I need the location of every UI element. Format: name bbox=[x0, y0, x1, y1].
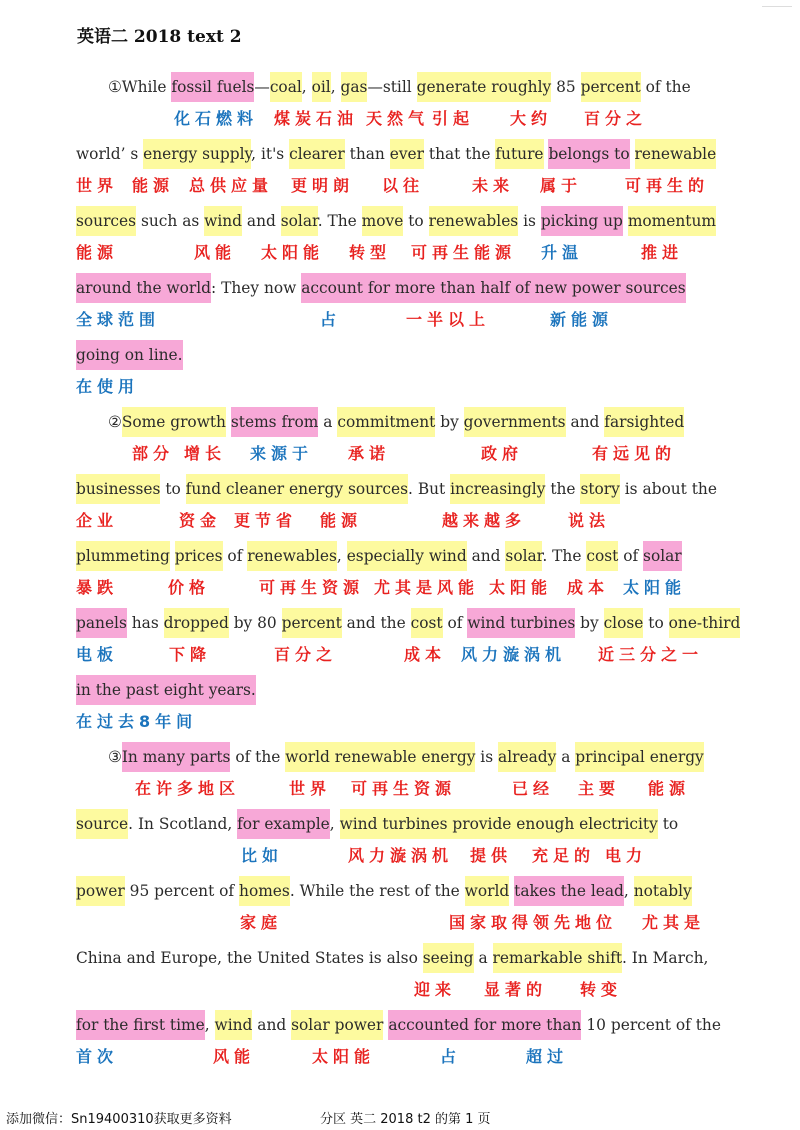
chinese-gloss-line bbox=[76, 510, 734, 532]
chinese-gloss: 太阳能 bbox=[623, 578, 687, 597]
chinese-gloss: 成本 bbox=[567, 578, 610, 597]
highlighted-phrase: accounted for more than bbox=[388, 1016, 582, 1034]
chinese-gloss: 更节省 bbox=[234, 511, 298, 530]
text-segment: , bbox=[330, 78, 341, 96]
text-segment: . While the rest of the bbox=[289, 882, 465, 900]
chinese-gloss: 显著的 bbox=[484, 980, 548, 999]
chinese-gloss: 属于 bbox=[540, 176, 583, 195]
chinese-gloss: 电板 bbox=[76, 645, 119, 664]
highlighted-phrase: wind turbines provide enough electricity bbox=[339, 815, 658, 833]
text-segment: 95 percent of bbox=[124, 882, 240, 900]
text-segment: ② bbox=[108, 413, 122, 431]
highlighted-phrase: solar bbox=[505, 547, 543, 565]
chinese-gloss: 以往 bbox=[382, 176, 425, 195]
chinese-gloss: 电力 bbox=[605, 846, 648, 865]
highlighted-phrase: cost bbox=[586, 547, 619, 565]
corner-mark bbox=[762, 6, 792, 17]
highlighted-phrase: cost bbox=[410, 614, 443, 632]
highlighted-phrase: close bbox=[603, 614, 644, 632]
chinese-gloss: 化石燃料 bbox=[174, 109, 259, 128]
chinese-gloss: 转变 bbox=[580, 980, 623, 999]
highlighted-phrase: wind turbines bbox=[467, 614, 576, 632]
chinese-gloss: 大约 bbox=[510, 109, 553, 128]
chinese-gloss-line bbox=[76, 309, 734, 331]
chinese-gloss: 一半以上 bbox=[406, 310, 491, 329]
highlighted-phrase: renewable bbox=[634, 145, 717, 163]
chinese-gloss: 石油 bbox=[316, 109, 359, 128]
text-segment: . The bbox=[317, 212, 362, 230]
english-line bbox=[76, 139, 734, 169]
text-segment: 10 percent of the bbox=[581, 1016, 721, 1034]
chinese-gloss: 首次 bbox=[76, 1047, 119, 1066]
highlighted-phrase: seeing bbox=[422, 949, 474, 967]
english-line bbox=[76, 273, 734, 303]
chinese-gloss-line bbox=[76, 1046, 734, 1068]
chinese-gloss: 承诺 bbox=[348, 444, 391, 463]
chinese-gloss: 迎来 bbox=[414, 980, 457, 999]
highlighted-phrase: for example bbox=[237, 815, 330, 833]
highlighted-phrase: around the world bbox=[76, 279, 212, 297]
chinese-gloss: 尤其是 bbox=[642, 913, 706, 932]
chinese-gloss-line bbox=[76, 443, 734, 465]
chinese-gloss: 政府 bbox=[481, 444, 524, 463]
chinese-gloss: 未来 bbox=[472, 176, 515, 195]
chinese-gloss: 可再生的 bbox=[625, 176, 710, 195]
text-segment: of bbox=[442, 614, 468, 632]
text-segment: 85 bbox=[551, 78, 581, 96]
chinese-gloss: 天然气 bbox=[366, 109, 430, 128]
text-segment: of the bbox=[640, 78, 691, 96]
highlighted-phrase: already bbox=[498, 748, 557, 766]
chinese-gloss: 能源 bbox=[648, 779, 691, 798]
text-segment: of the bbox=[230, 748, 286, 766]
highlighted-phrase: going on line. bbox=[76, 346, 183, 364]
highlighted-phrase: panels bbox=[76, 614, 127, 632]
chinese-gloss: 说法 bbox=[568, 511, 611, 530]
text-segment: than bbox=[344, 145, 390, 163]
text-segment: —still bbox=[367, 78, 417, 96]
highlighted-phrase: farsighted bbox=[604, 413, 685, 431]
chinese-gloss: 有远见的 bbox=[592, 444, 677, 463]
highlighted-phrase: wind bbox=[204, 212, 243, 230]
highlighted-phrase: generate roughly bbox=[416, 78, 552, 96]
chinese-gloss: 煤炭 bbox=[274, 109, 317, 128]
text-segment: . In Scotland, bbox=[128, 815, 238, 833]
chinese-gloss: 部分 bbox=[132, 444, 175, 463]
highlighted-phrase: momentum bbox=[627, 212, 716, 230]
chinese-gloss-line bbox=[76, 845, 734, 867]
chinese-gloss: 引起 bbox=[432, 109, 475, 128]
text-segment: and bbox=[466, 547, 506, 565]
chinese-gloss: 近三分之一 bbox=[598, 645, 704, 664]
text-segment: a bbox=[556, 748, 576, 766]
english-line bbox=[76, 407, 734, 437]
chinese-gloss: 在使用 bbox=[76, 377, 140, 396]
text-segment: such as bbox=[136, 212, 205, 230]
chinese-gloss: 主要 bbox=[578, 779, 621, 798]
text-segment: . The bbox=[542, 547, 587, 565]
footer-page-label: 分区 英二 2018 t2 的第 1 页 bbox=[320, 1112, 491, 1127]
chinese-gloss: 比如 bbox=[241, 846, 284, 865]
chinese-gloss: 太阳能 bbox=[261, 243, 325, 262]
chinese-gloss-line bbox=[76, 711, 734, 733]
text-segment: by bbox=[575, 614, 604, 632]
text-segment: , bbox=[301, 78, 312, 96]
highlighted-phrase: in the past eight years. bbox=[76, 681, 256, 699]
highlighted-phrase: Some growth bbox=[121, 413, 226, 431]
chinese-gloss: 新能源 bbox=[550, 310, 614, 329]
highlighted-phrase: percent bbox=[281, 614, 342, 632]
text-segment: is bbox=[518, 212, 541, 230]
text-segment: is bbox=[475, 748, 499, 766]
chinese-gloss: 能源 bbox=[132, 176, 175, 195]
text-segment: to bbox=[403, 212, 429, 230]
highlighted-phrase: story bbox=[580, 480, 620, 498]
chinese-gloss: 成本 bbox=[404, 645, 447, 664]
highlighted-phrase: prices bbox=[174, 547, 223, 565]
text-segment: ’ s bbox=[120, 145, 144, 163]
highlighted-phrase: for the first time bbox=[76, 1016, 205, 1034]
highlighted-phrase: solar bbox=[280, 212, 318, 230]
text-segment: by bbox=[435, 413, 464, 431]
highlighted-phrase: world renewable energy bbox=[285, 748, 476, 766]
highlighted-phrase: businesses bbox=[76, 480, 161, 498]
english-line bbox=[76, 876, 734, 906]
text-segment: a bbox=[318, 413, 338, 431]
chinese-gloss-line bbox=[76, 979, 734, 1001]
highlighted-phrase: sources bbox=[76, 212, 137, 230]
text-segment: has bbox=[126, 614, 164, 632]
highlighted-phrase: principal energy bbox=[575, 748, 704, 766]
chinese-gloss: 在许多地区 bbox=[135, 779, 241, 798]
english-line bbox=[76, 943, 734, 973]
chinese-gloss: 可再生能源 bbox=[411, 243, 517, 262]
highlighted-phrase: coal bbox=[269, 78, 302, 96]
text-segment: and bbox=[565, 413, 605, 431]
highlighted-phrase: future bbox=[495, 145, 544, 163]
chinese-gloss: 尤其是风能 bbox=[374, 578, 480, 597]
english-line bbox=[76, 608, 741, 638]
highlighted-phrase: renewables bbox=[428, 212, 519, 230]
chinese-gloss: 总供应量 bbox=[189, 176, 274, 195]
chinese-gloss: 来源于 bbox=[250, 444, 314, 463]
highlighted-phrase: ever bbox=[389, 145, 425, 163]
chinese-gloss: 暴跌 bbox=[76, 578, 119, 597]
chinese-gloss: 下降 bbox=[169, 645, 212, 664]
chinese-gloss-line bbox=[76, 778, 734, 800]
english-line bbox=[76, 474, 734, 504]
text-segment: to bbox=[160, 480, 186, 498]
footer-contact: 添加微信：Sn19400310获取更多资料 bbox=[6, 1112, 232, 1127]
chinese-gloss: 已经 bbox=[512, 779, 555, 798]
chinese-gloss-line bbox=[76, 644, 734, 666]
highlighted-phrase: source bbox=[76, 815, 129, 833]
chinese-gloss: 在过去8年间 bbox=[76, 712, 198, 731]
english-line bbox=[76, 340, 734, 370]
text-segment: the bbox=[545, 480, 581, 498]
chinese-gloss: 世界 bbox=[76, 176, 119, 195]
text-segment: of bbox=[618, 547, 644, 565]
text-segment: . But bbox=[408, 480, 451, 498]
chinese-gloss: 家庭 bbox=[240, 913, 283, 932]
english-line bbox=[76, 72, 734, 102]
highlighted-phrase: increasingly bbox=[450, 480, 546, 498]
text-segment: , bbox=[329, 815, 340, 833]
chinese-gloss: 世界 bbox=[289, 779, 332, 798]
text-segment: and bbox=[242, 212, 281, 230]
chinese-gloss: 可再生资源 bbox=[259, 578, 365, 597]
chinese-gloss: 风力漩涡机 bbox=[461, 645, 567, 664]
highlighted-phrase: solar bbox=[643, 547, 682, 565]
text-segment: . In March, bbox=[622, 949, 709, 967]
highlighted-phrase: especially wind bbox=[346, 547, 467, 565]
highlighted-phrase: fund cleaner energy sources bbox=[185, 480, 409, 498]
chinese-gloss: 占 bbox=[320, 310, 342, 329]
chinese-gloss: 太阳能 bbox=[312, 1047, 376, 1066]
chinese-gloss: 更明朗 bbox=[291, 176, 355, 195]
chinese-gloss: 全球范围 bbox=[76, 310, 161, 329]
chinese-gloss-line bbox=[76, 175, 734, 197]
highlighted-phrase: renewables bbox=[247, 547, 337, 565]
text-segment: — bbox=[254, 78, 270, 96]
chinese-gloss: 超过 bbox=[526, 1047, 569, 1066]
highlighted-phrase: remarkable shift bbox=[492, 949, 622, 967]
chinese-gloss: 风能 bbox=[194, 243, 237, 262]
highlighted-phrase: clearer bbox=[289, 145, 345, 163]
chinese-gloss: 提供 bbox=[470, 846, 513, 865]
text-segment: , bbox=[204, 1016, 215, 1034]
highlighted-phrase: account for more than half of new power sources bbox=[301, 279, 686, 297]
chinese-gloss: 价格 bbox=[168, 578, 211, 597]
highlighted-phrase: energy supply bbox=[143, 145, 252, 163]
text-segment: to bbox=[657, 815, 679, 833]
chinese-gloss: 百分之 bbox=[274, 645, 338, 664]
highlighted-phrase: percent bbox=[580, 78, 641, 96]
highlighted-phrase: move bbox=[361, 212, 404, 230]
highlighted-phrase: one-third bbox=[668, 614, 741, 632]
chinese-gloss-line bbox=[76, 577, 734, 599]
chinese-gloss: 能源 bbox=[320, 511, 363, 530]
highlighted-phrase: In many parts bbox=[121, 748, 231, 766]
highlighted-phrase: power bbox=[76, 882, 125, 900]
highlighted-phrase: gas bbox=[340, 78, 368, 96]
text-segment: by 80 bbox=[228, 614, 282, 632]
highlighted-phrase: wind bbox=[214, 1016, 253, 1034]
chinese-gloss: 可再生资源 bbox=[351, 779, 457, 798]
text-segment: ③ bbox=[108, 748, 122, 766]
highlighted-phrase: belongs to bbox=[548, 145, 630, 163]
chinese-gloss-line bbox=[76, 376, 734, 398]
chinese-gloss-line bbox=[76, 108, 734, 130]
text-segment: that the bbox=[424, 145, 496, 163]
text-segment: and bbox=[252, 1016, 292, 1034]
text-segment: is about the bbox=[619, 480, 717, 498]
highlighted-phrase: governments bbox=[463, 413, 566, 431]
highlighted-phrase: world bbox=[464, 882, 510, 900]
chinese-gloss: 能源 bbox=[76, 243, 119, 262]
text-segment: of bbox=[222, 547, 248, 565]
chinese-gloss: 增长 bbox=[184, 444, 227, 463]
highlighted-phrase: stems from bbox=[230, 413, 319, 431]
chinese-gloss: 资金 bbox=[179, 511, 222, 530]
english-line bbox=[76, 1010, 734, 1040]
highlighted-phrase: plummeting bbox=[76, 547, 170, 565]
chinese-gloss: 升温 bbox=[541, 243, 584, 262]
text-segment: China and Europe, the United States is also bbox=[76, 949, 423, 967]
text-segment: , it's bbox=[251, 145, 290, 163]
chinese-gloss-line bbox=[76, 912, 734, 934]
chinese-gloss: 百分之 bbox=[584, 109, 648, 128]
text-segment: and the bbox=[341, 614, 411, 632]
english-line bbox=[76, 541, 734, 571]
chinese-gloss: 太阳能 bbox=[489, 578, 553, 597]
highlighted-phrase: homes bbox=[239, 882, 290, 900]
highlighted-phrase: notably bbox=[633, 882, 692, 900]
highlighted-phrase: fossil fuels bbox=[171, 78, 255, 96]
chinese-gloss: 企业 bbox=[76, 511, 119, 530]
chinese-gloss: 推进 bbox=[641, 243, 684, 262]
highlighted-phrase: picking up bbox=[540, 212, 623, 230]
highlighted-phrase: takes the lead bbox=[514, 882, 624, 900]
english-line bbox=[76, 809, 734, 839]
highlighted-phrase: dropped bbox=[163, 614, 229, 632]
text-segment: to bbox=[643, 614, 669, 632]
chinese-gloss: 占 bbox=[440, 1047, 462, 1066]
highlighted-phrase: solar power bbox=[291, 1016, 384, 1034]
text-segment: a bbox=[473, 949, 493, 967]
english-line bbox=[76, 206, 734, 236]
chinese-gloss: 风能 bbox=[213, 1047, 256, 1066]
chinese-gloss-line bbox=[76, 242, 734, 264]
text-segment: world bbox=[76, 145, 121, 163]
text-segment: ①While bbox=[108, 78, 172, 96]
chinese-gloss: 国家取得领先地位 bbox=[449, 913, 618, 932]
highlighted-phrase: commitment bbox=[337, 413, 436, 431]
chinese-gloss: 转型 bbox=[349, 243, 392, 262]
text-segment: , bbox=[623, 882, 634, 900]
chinese-gloss: 风力漩涡机 bbox=[348, 846, 454, 865]
text-segment: , bbox=[336, 547, 347, 565]
english-line bbox=[76, 675, 734, 705]
highlighted-phrase: oil bbox=[311, 78, 331, 96]
page-title: 英语二 2018 text 2 bbox=[77, 27, 242, 47]
chinese-gloss: 充足的 bbox=[532, 846, 596, 865]
chinese-gloss: 越来越多 bbox=[442, 511, 527, 530]
text-segment: : They now bbox=[211, 279, 302, 297]
english-line bbox=[76, 742, 734, 772]
text-segment bbox=[630, 145, 635, 163]
